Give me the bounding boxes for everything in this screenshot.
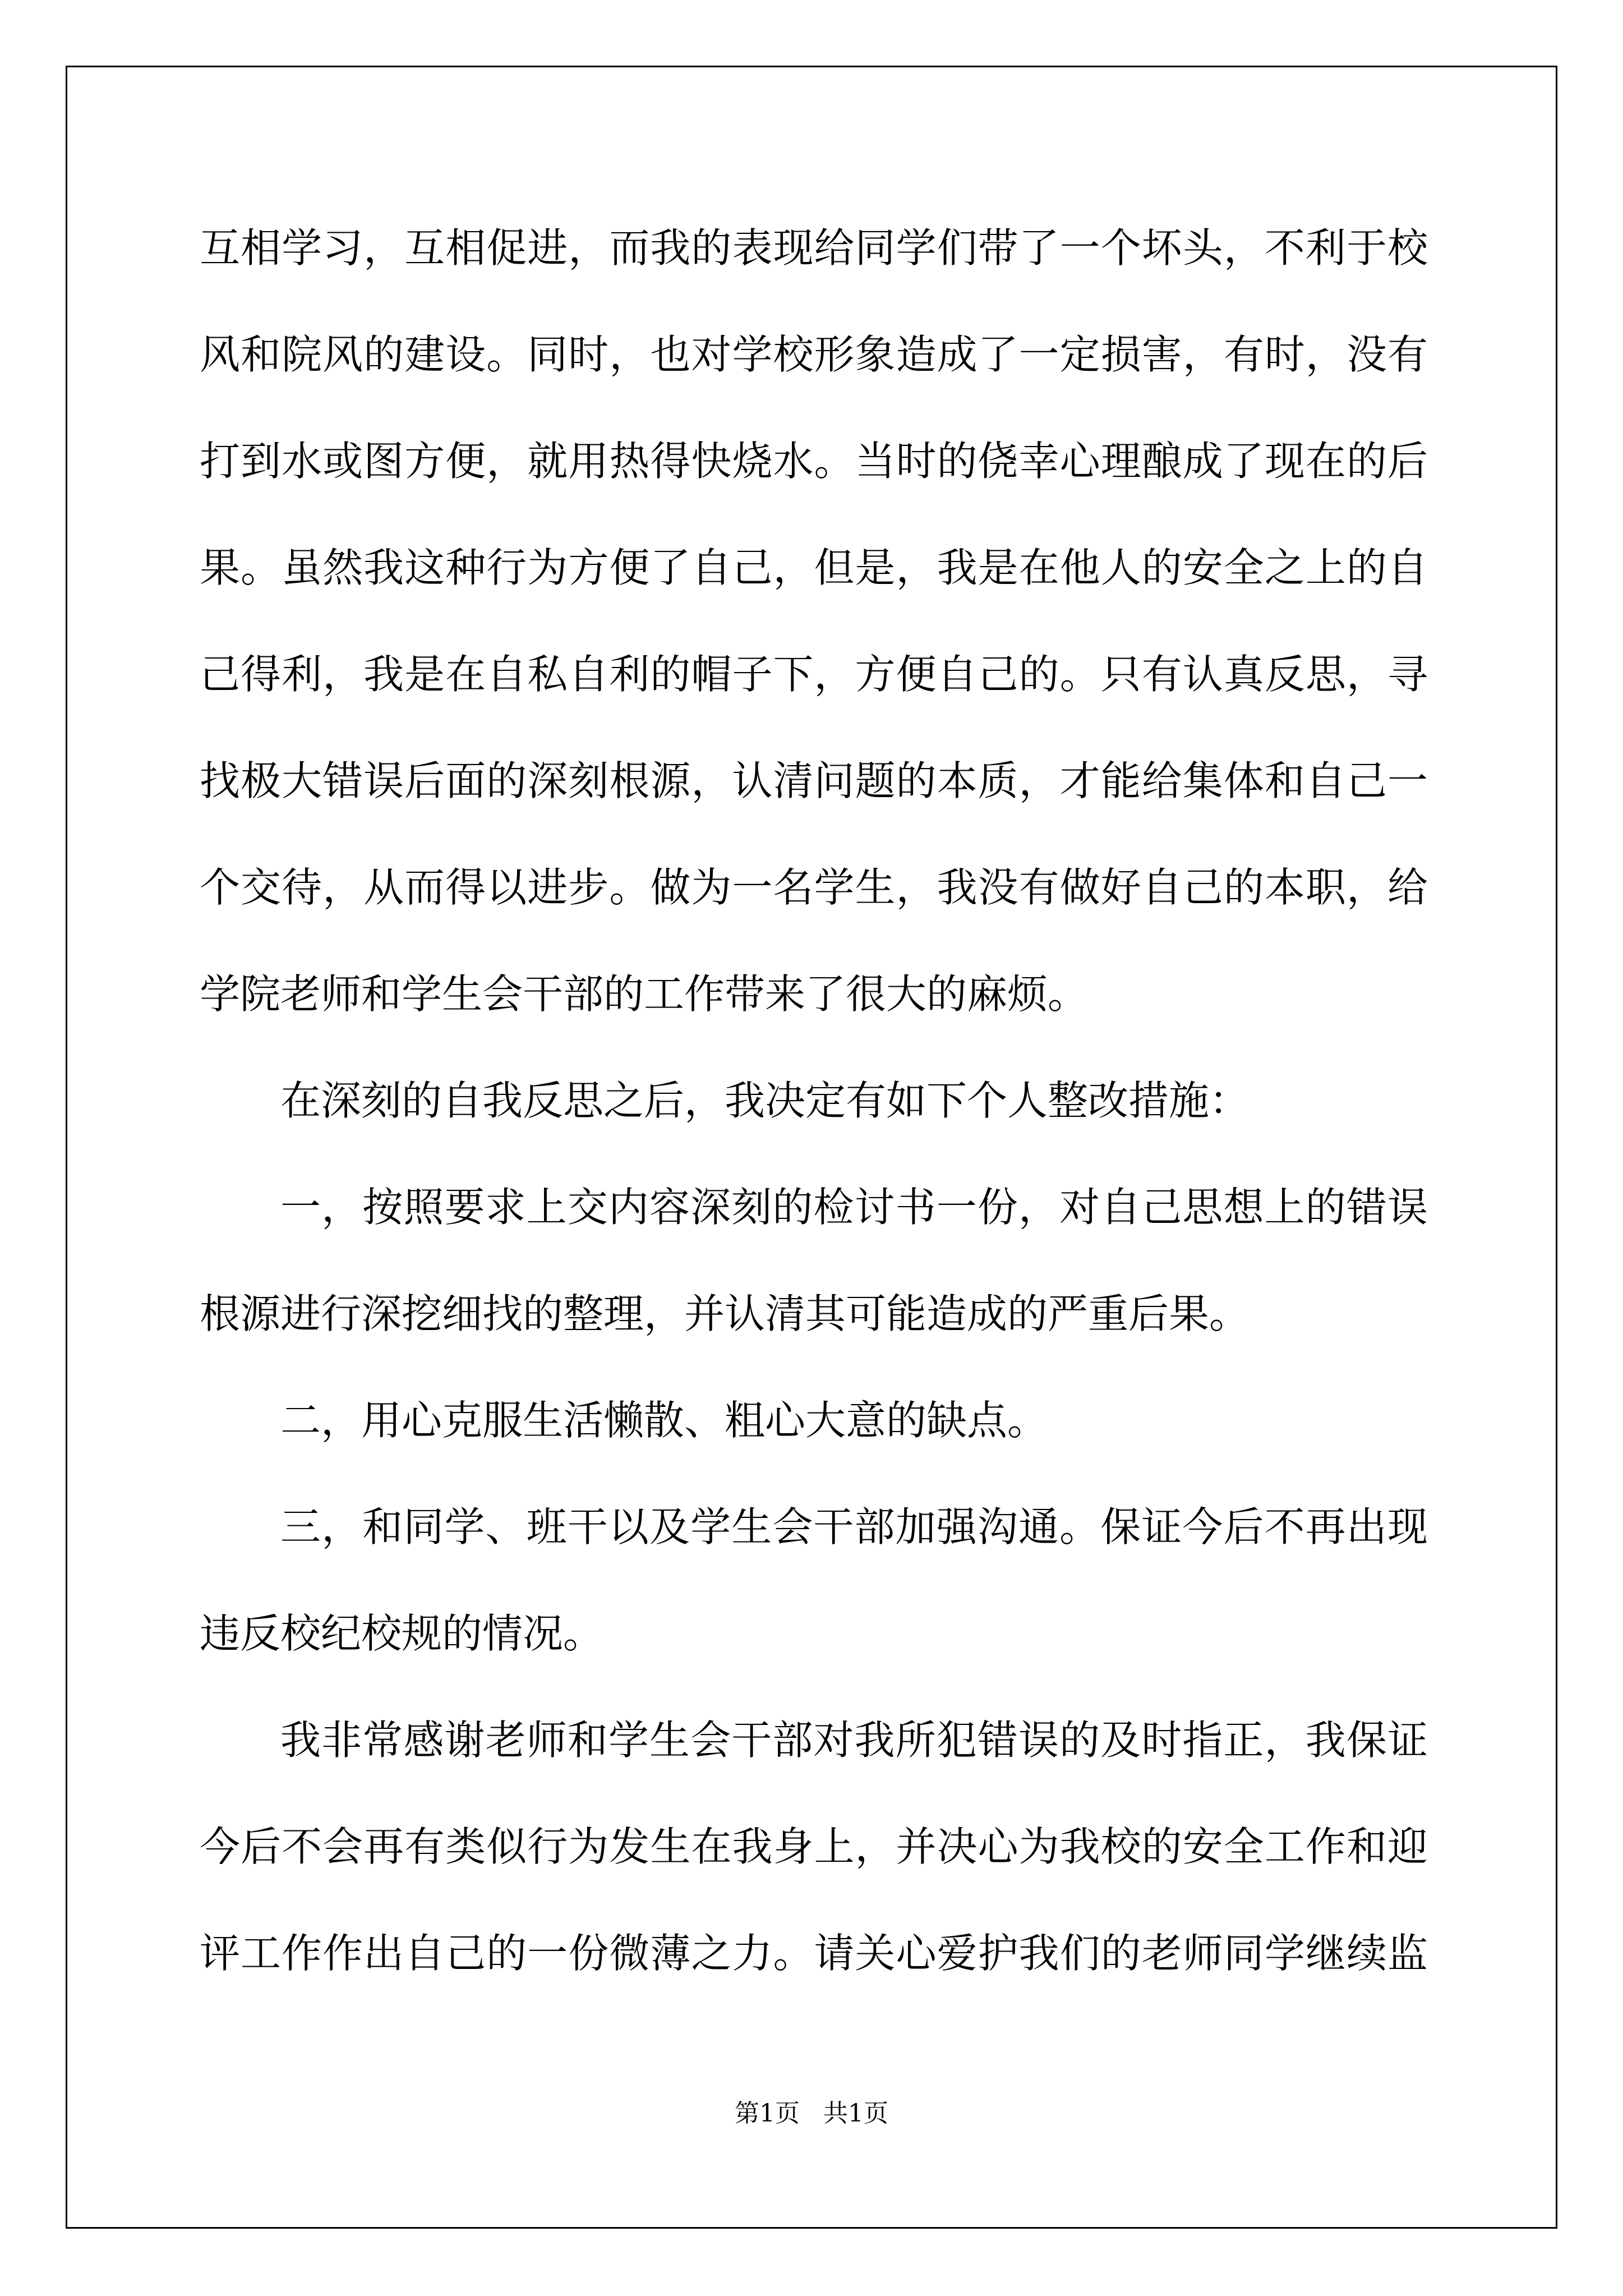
paragraph-line: 在深刻的自我反思之后，我决定有如下个人整改措施： <box>280 1077 1250 1124</box>
text-line: 学院老师和学生会干部的工作带来了很大的麻烦。 <box>200 970 1089 1018</box>
list-item-3-line: 违反校纪校规的情况。 <box>200 1610 604 1657</box>
list-item-2-line: 二，用心克服生活懒散、粗心大意的缺点。 <box>280 1397 1048 1444</box>
text-line: 个交待，从而得以进步。做为一名学生，我没有做好自己的本职，给 <box>200 864 1428 911</box>
text-line: 果。虽然我这种行为方便了自己，但是，我是在他人的安全之上的自 <box>200 544 1428 591</box>
text-line: 打到水或图方便，就用热得快烧水。当时的侥幸心理酿成了现在的后 <box>200 438 1428 485</box>
list-item-3-line: 三，和同学、班干以及学生会干部加强沟通。保证今后不再出现 <box>280 1503 1428 1550</box>
list-item-1-line: 一，按照要求上交内容深刻的检讨书一份，对自己思想上的错误 <box>280 1184 1428 1231</box>
text-line: 己得利，我是在自私自利的帽子下，方便自己的。只有认真反思，寻 <box>200 651 1428 698</box>
page-border <box>66 66 1557 2229</box>
paragraph-line: 评工作作出自己的一份微薄之力。请关心爱护我们的老师同学继续监 <box>200 1930 1428 1977</box>
page-number-footer: 第1页 共1页 <box>735 2099 888 2128</box>
paragraph-line: 我非常感谢老师和学生会干部对我所犯错误的及时指正，我保证 <box>280 1717 1428 1764</box>
paragraph-line: 今后不会再有类似行为发生在我身上，并决心为我校的安全工作和迎 <box>200 1823 1428 1870</box>
list-item-1-line: 根源进行深挖细找的整理，并认清其可能造成的严重后果。 <box>200 1290 1250 1337</box>
text-line: 互相学习，互相促进，而我的表现给同学们带了一个坏头，不利于校 <box>200 224 1428 272</box>
text-line: 风和院风的建设。同时，也对学校形象造成了一定损害，有时，没有 <box>200 331 1428 378</box>
text-line: 找极大错误后面的深刻根源，认清问题的本质，才能给集体和自己一 <box>200 757 1428 804</box>
